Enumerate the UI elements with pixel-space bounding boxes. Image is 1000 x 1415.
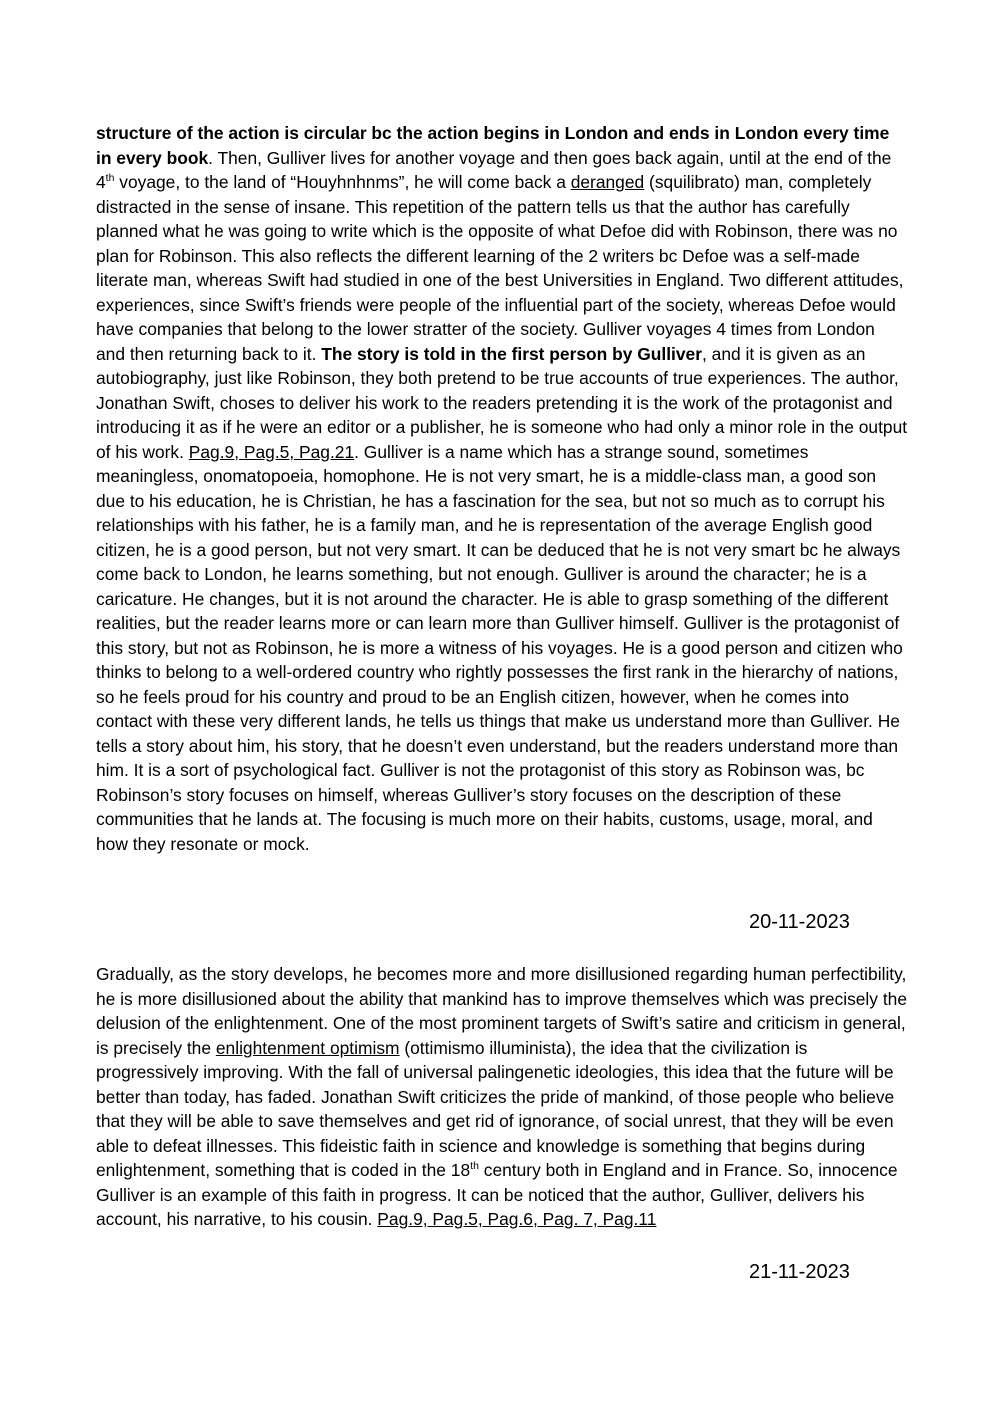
paragraph-enlightenment xyxy=(96,962,908,1232)
bold-text: The story is told in the first person by Gulliver xyxy=(321,343,702,364)
body-text: . Gulliver is a name which has a strange sound, sometimes meaningless, onomatopoeia, homophone. He is not very smart, he is a middle-class man, a good son due to his education, he is Christian, he has a fascination for the sea, but not so much as to corrupt his relationships with his father, he is a family man, and he is representation of the average English good citizen, he is a good person, but not very smart. It can be deduced that he is not very smart bc he always come back to London, he learns something, but not enough. Gulliver is around the character; he is a caricature. He changes, but it is not around the character. He is able to grasp something of the different realities, but the reader learns more or can learn more than Gulliver himself. Gulliver is the protagonist of this story, but not as Robinson, he is more a witness of his voyages. He is a good person and citizen who thinks to belong to a well-ordered country who rightly possesses the first rank in the hierarchy of nations, so he feels proud for his country and proud to be an English citizen, however, when he comes into contact with these very different lands, he tells us things that make us understand more than Gulliver. He tells a story about him, his story, that he doesn’t even understand, but the readers understand more than him. It is a sort of psychological fact. Gulliver is not the protagonist of this story as Robinson was, bc Robinson’s story focuses on himself, whereas Gulliver’s story focuses on the description of these communities that he lands at. The focusing is much more on their habits, customs, usage, moral, and how they resonate or mock. xyxy=(96,441,903,854)
bold-text: structure of the action is circular bc the action begins in London and ends in London every time in every book xyxy=(96,123,890,168)
body-text: voyage, to the land of “Houyhnhnms”, he will come back a xyxy=(114,172,571,192)
body-text: century both in England and in France. So, innocence Gulliver is an example of this faith in progress. It can be noticed that the author, Gulliver, delivers his account, his narrative, to his cousin. xyxy=(96,1160,898,1229)
body-text: , and it is given as an autobiography, just like Robinson, they both pretend to be true accounts of true experiences. The author, Jonathan Swift, choses to deliver his work to the readers pretending it is the work of the protagonist and introducing it as if he were an editor or a publisher, he is someone who had only a minor role in the output of his work. xyxy=(96,343,908,462)
body-text: . Then, Gulliver lives for another voyage and then goes back again, until at the end of the 4 xyxy=(96,147,892,192)
date-heading: 20-11-2023 xyxy=(749,911,850,933)
body-text: Gradually, as the story develops, he becomes more and more disillusioned regarding human perfectibility, he is more disillusioned about the ability that mankind has to improve themselves which was precisely the delusion of the enlightenment. One of the most prominent targets of Swift’s satire and criticism in general, is precisely the xyxy=(96,964,907,1058)
body-text: (ottimismo illuminista), the idea that the civilization is progressively improving. With the fall of universal palingenetic ideologies, this idea that the future will be better than today, has faded. Jonathan Swift criticizes the pride of mankind, of those people who believe that they will be able to save themselves and get rid of ignorance, of social unrest, that they will be even able to defeat illnesses. This fideistic faith in science and knowledge is something that begins during enlightenment, something that is coded in the 18 xyxy=(96,1037,895,1180)
underlined-term: deranged xyxy=(570,172,645,192)
page-reference: Pag.9, Pag.5, Pag.21 xyxy=(188,441,355,462)
underlined-term: enlightenment optimism xyxy=(215,1037,400,1058)
superscript: th xyxy=(470,1160,479,1173)
page-reference: Pag.9, Pag.5, Pag.6, Pag. 7, Pag.11 xyxy=(377,1209,657,1229)
date-heading: 21-11-2023 xyxy=(749,1261,850,1283)
body-text: (squilibrato) man, completely distracted in the sense of insane. This repetition of the pattern tells us that the author has carefully planned what he was going to write which is the opposite of what Defoe did with Robinson, there was no plan for Robinson. This also reflects the different learning of the 2 writers bc Defoe was a self-made literate man, whereas Swift had studied in one of the best Universities in England. Two different attitudes, experiences, since Swift’s friends were people of the influential part of the society, whereas Defoe would have companies that belong to the lower stratter of the society. Gulliver voyages 4 times from London and then returning back to it. xyxy=(96,172,904,364)
paragraph-gulliver-structure xyxy=(96,121,908,856)
superscript: th xyxy=(105,172,115,185)
